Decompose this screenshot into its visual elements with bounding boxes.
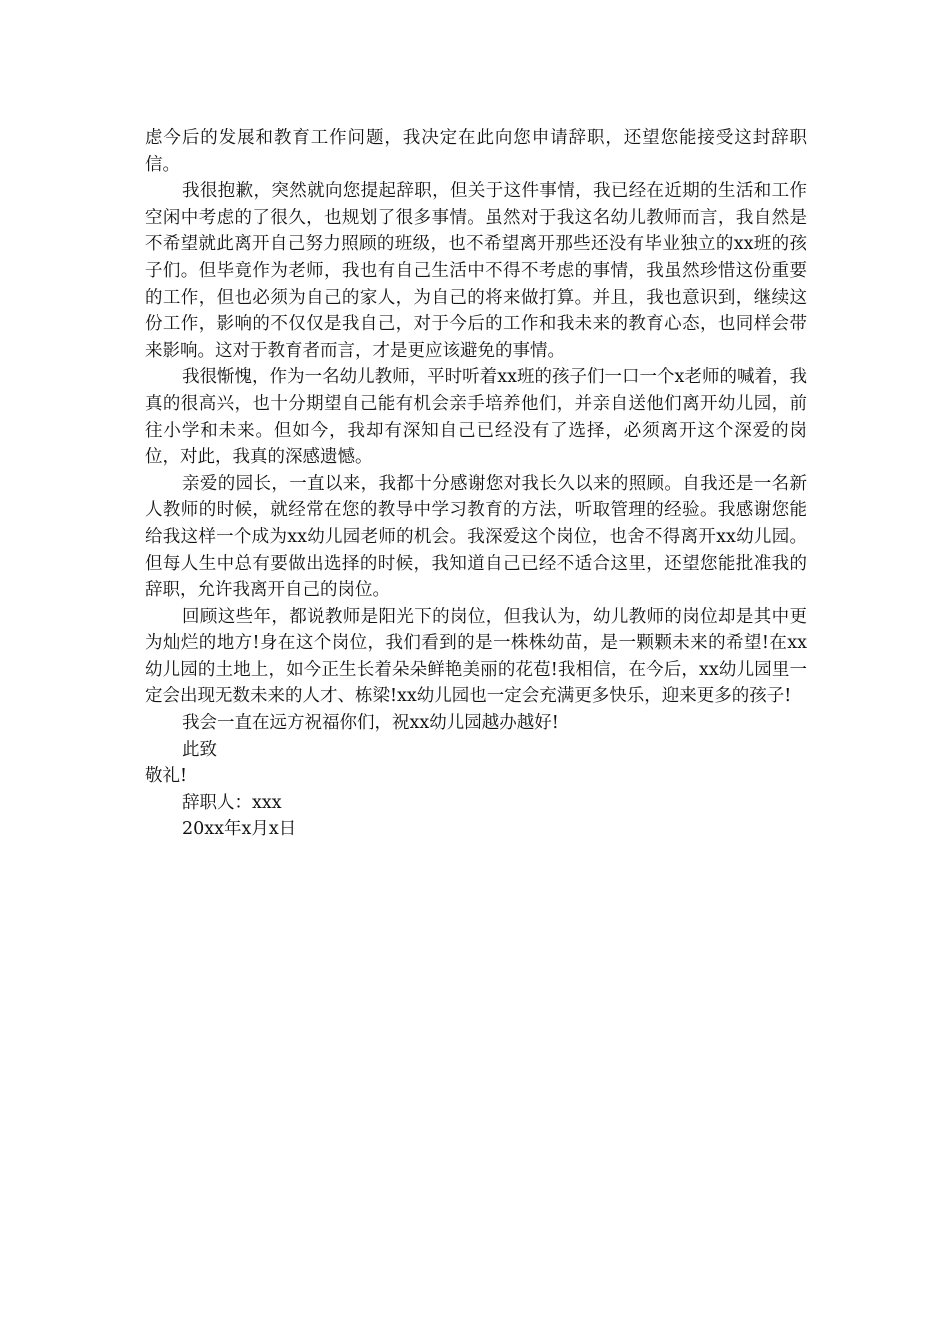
paragraph-continuation: 虑今后的发展和教育工作问题，我决定在此向您申请辞职，还望您能接受这封辞职信。 xyxy=(145,128,807,175)
paragraph-apology: 我很抱歉，突然就向您提起辞职，但关于这件事情，我已经在近期的生活和工作空闲中考虑的了很久，也规划了很多事情。虽然对于我这名幼儿教师而言，我自然是不希望就此离开自己努力照顾的班级，也不希望离开那些还没有毕业独立的xx班的孩子们。但毕竟作为老师，我也有自己生活中不得不考虑的事情，我虽然珍惜这份重要的工作，但也必须为自己的家人，为自己的将来做打算。并且，我也意识到，继续这份工作，影响的不仅仅是我自己，对于今后的工作和我未来的教育心态，也同样会带来影响。这对于教育者而言，才是更应该避免的事情。 xyxy=(145,181,807,361)
paragraph-blessing: 我会一直在远方祝福你们，祝xx幼儿园越办越好! xyxy=(182,713,559,734)
letter-date: 20xx年x月x日 xyxy=(182,819,297,840)
paragraph-gratitude: 亲爱的园长，一直以来，我都十分感谢您对我长久以来的照顾。自我还是一名新人教师的时候，就经常在您的教导中学习教育的方法，听取管理的经验。我感谢您能给我这样一个成为xx幼儿园老师的机会。我深爱这个岗位，也舍不得离开xx幼儿园。但每人生中总有要做出选择的时候，我知道自己已经不适合这里，还望您能批准我的辞职，允许我离开自己的岗位。 xyxy=(145,473,807,601)
paragraph-regret: 我很惭愧，作为一名幼儿教师，平时听着xx班的孩子们一口一个x老师的喊着，我真的很高兴，也十分期望自己能有机会亲手培养他们，并亲自送他们离开幼儿园，前往小学和未来。但如今，我却有深知自己已经没有了选择，必须离开这个深爱的岗位，对此，我真的深感遗憾。 xyxy=(145,367,807,468)
signature: 辞职人：xxx xyxy=(182,792,282,813)
letter-body xyxy=(145,125,807,843)
closing-respect: 敬礼! xyxy=(145,766,188,787)
closing-salutation: 此致 xyxy=(182,739,217,760)
paragraph-reflection: 回顾这些年，都说教师是阳光下的岗位，但我认为，幼儿教师的岗位却是其中更为灿烂的地方!身在这个岗位，我们看到的是一株株幼苗，是一颗颗未来的希望!在xx幼儿园的土地上，如今正生长着朵朵鲜艳美丽的花苞!我相信，在今后，xx幼儿园里一定会出现无数未来的人才、栋梁!xx幼儿园也一定会充满更多快乐，迎来更多的孩子! xyxy=(145,606,807,707)
